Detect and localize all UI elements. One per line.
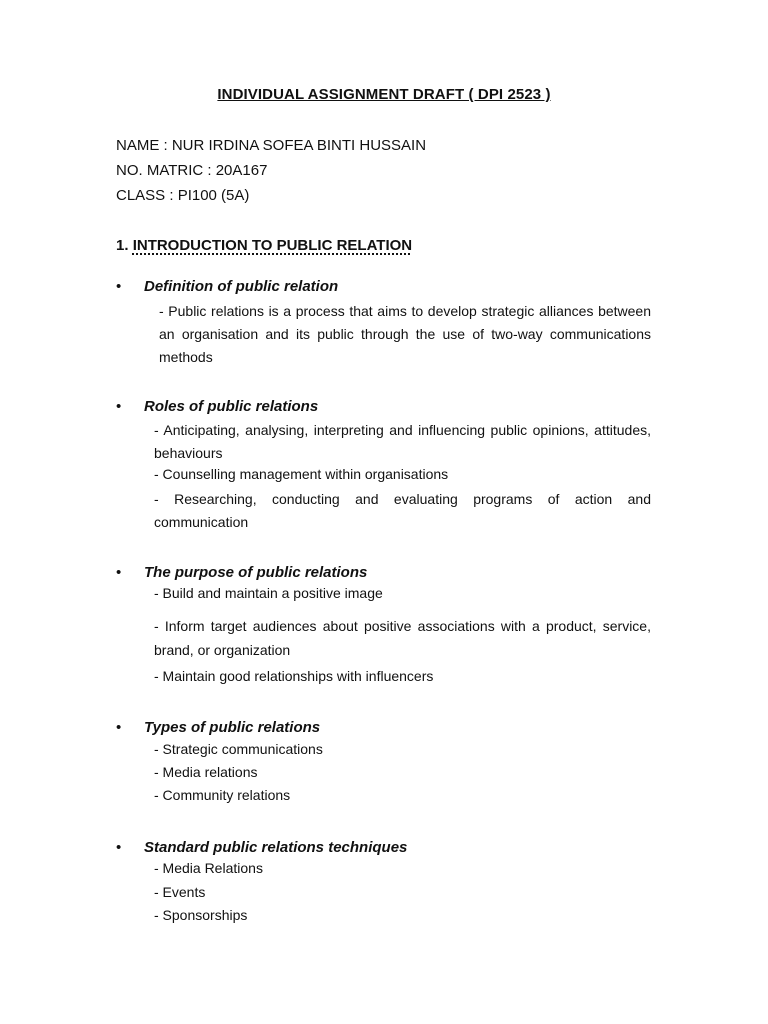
purpose-item: - Maintain good relationships with influencers — [154, 668, 434, 684]
section-title: INTRODUCTION TO PUBLIC RELATION — [132, 237, 413, 254]
bullet-heading: The purpose of public relations — [144, 564, 368, 581]
document-title: INDIVIDUAL ASSIGNMENT DRAFT ( DPI 2523 ) — [217, 86, 551, 103]
types-item: - Community relations — [154, 787, 291, 803]
bullet-heading: Definition of public relation — [144, 278, 339, 295]
roles-item: - Anticipating, analysing, interpreting and influencing public opinions, attitudes, behaviours — [154, 422, 651, 461]
bullet-icon: • — [116, 839, 122, 856]
bullet-icon: • — [116, 278, 122, 295]
bullet-heading: Standard public relations techniques — [144, 839, 408, 856]
class-info: CLASS : PI100 (5A) — [116, 187, 250, 204]
matric-number: NO. MATRIC : 20A167 — [116, 162, 268, 179]
bullet-heading: Roles of public relations — [144, 398, 319, 415]
techniques-item: - Media Relations — [154, 860, 263, 876]
purpose-item: - Inform target audiences about positive associations with a product, service, brand, or organization — [154, 618, 651, 658]
techniques-item: - Events — [154, 884, 206, 900]
definition-text: - Public relations is a process that aims to develop strategic alliances between an organisation and its public through the use of two-way communications methods — [159, 303, 651, 365]
purpose-item: - Build and maintain a positive image — [154, 585, 383, 601]
techniques-item: - Sponsorships — [154, 907, 248, 923]
bullet-heading: Types of public relations — [144, 719, 321, 736]
bullet-icon: • — [116, 564, 122, 581]
roles-item: - Researching, conducting and evaluating programs of action and communication — [154, 491, 651, 530]
types-item: - Strategic communications — [154, 741, 323, 757]
section-number: 1. — [116, 237, 129, 254]
types-item: - Media relations — [154, 764, 258, 780]
section-heading — [116, 237, 412, 254]
bullet-icon: • — [116, 719, 122, 736]
bullet-icon: • — [116, 398, 122, 415]
student-name: NAME : NUR IRDINA SOFEA BINTI HUSSAIN — [116, 137, 427, 154]
roles-item: - Counselling management within organisations — [154, 466, 449, 482]
